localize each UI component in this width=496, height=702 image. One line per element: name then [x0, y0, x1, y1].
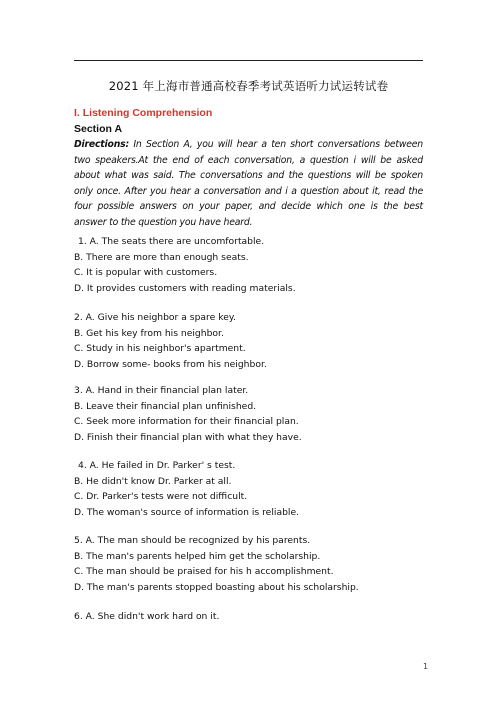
question-line: 6. A. She didn't work hard on it.	[74, 611, 220, 622]
page-title: 2021 年上海市普通高校春季考试英语听力试运转试卷	[108, 79, 389, 93]
question-line: 3. A. Hand in their financial plan later.	[74, 385, 249, 396]
question-line: C. Dr. Parker's tests were not difficult.	[74, 491, 248, 502]
question-line: B. He didn't know Dr. Parker at all.	[74, 475, 232, 487]
question-line: C. Study in his neighbor's apartment.	[74, 343, 246, 354]
question-line: C. It is popular with customers.	[74, 267, 218, 278]
question-4	[74, 458, 434, 520]
question-1	[74, 234, 434, 296]
question-line: 2. A. Give his neighbor a spare key.	[74, 312, 236, 323]
header-rule	[74, 60, 423, 61]
question-line: C. The man should be praised for his h accomplishment.	[74, 566, 334, 577]
question-line: D. Borrow some- books from his neighbor.	[74, 358, 267, 370]
question-line: 5. A. The man should be recognized by his parents.	[74, 535, 311, 546]
section-subheading: Section A	[74, 123, 123, 135]
question-line: B. The man's parents helped him get the scholarship.	[74, 550, 321, 562]
question-line: D. It provides customers with reading materials.	[74, 282, 296, 294]
question-line: D. The woman's source of information is reliable.	[74, 506, 300, 518]
question-line: D. Finish their financial plan with what they have.	[74, 431, 302, 443]
directions-text: In Section A, you will hear a ten short conversations between two speakers.At the end of each conversation, a question i will be asked about what was said. The conversations and the questions will be spoken only once. After you hear a conversation and i a question about it, read the four possible answers on your paper, and decide which one is the best answer to the question you have heard.	[74, 139, 423, 228]
question-line: B. There are more than enough seats.	[74, 251, 249, 263]
section-heading: I. Listening Comprehension	[74, 107, 213, 119]
question-6	[74, 609, 434, 625]
question-3	[74, 383, 434, 445]
question-line: B. Get his key from his neighbor.	[74, 327, 224, 339]
page-number: 1	[423, 662, 429, 671]
question-line: C. Seek more information for their financial plan.	[74, 416, 299, 427]
question-line: 1. A. The seats there are uncomfortable.	[78, 236, 265, 247]
question-5	[74, 533, 434, 595]
question-2	[74, 310, 434, 372]
directions-label: Directions:	[74, 139, 129, 150]
question-line: B. Leave their financial plan unfinished.	[74, 400, 257, 412]
directions-paragraph	[74, 137, 423, 231]
question-line: 4. A. He failed in Dr. Parker' s test.	[78, 460, 236, 471]
question-line: D. The man's parents stopped boasting about his scholarship.	[74, 581, 359, 593]
